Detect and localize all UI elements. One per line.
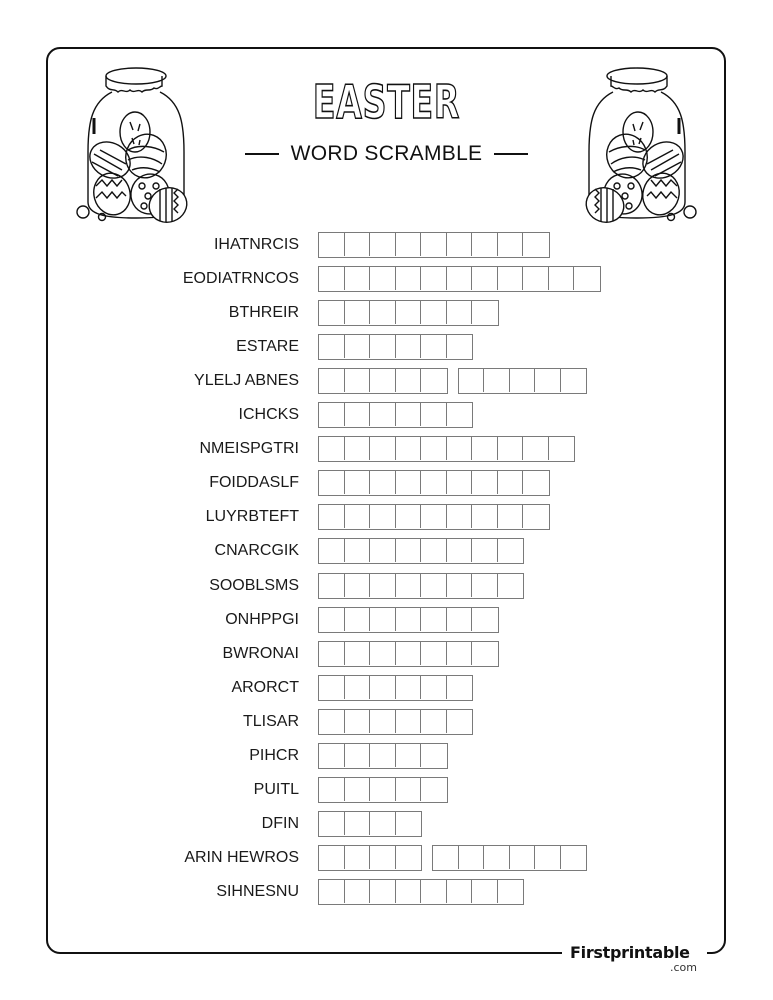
answer-boxes	[318, 777, 458, 803]
letter-box[interactable]	[396, 403, 422, 426]
letter-box[interactable]	[345, 437, 371, 460]
letter-box[interactable]	[523, 267, 549, 290]
letter-box[interactable]	[421, 608, 447, 631]
scrambled-word: ICHCKS	[238, 406, 299, 424]
letter-box[interactable]	[421, 505, 447, 528]
letter-box[interactable]	[370, 812, 396, 835]
scrambled-word: BTHREIR	[228, 304, 299, 322]
letter-box[interactable]	[523, 505, 549, 528]
letter-box[interactable]	[433, 846, 459, 869]
letter-box[interactable]	[447, 233, 473, 256]
letter-box[interactable]	[510, 369, 536, 392]
subtitle-dash-left	[245, 153, 279, 155]
letter-box[interactable]	[396, 471, 422, 494]
letter-box[interactable]	[370, 539, 396, 562]
brand-domain: .com	[670, 961, 697, 974]
letter-box[interactable]	[396, 301, 422, 324]
letter-box[interactable]	[421, 676, 447, 699]
letter-box[interactable]	[498, 539, 524, 562]
scramble-row	[0, 538, 773, 564]
letter-box[interactable]	[523, 471, 549, 494]
letter-box[interactable]	[421, 574, 447, 597]
scrambled-word: YLELJ ABNES	[194, 372, 299, 390]
scramble-row	[0, 334, 773, 360]
scrambled-word: SOOBLSMS	[209, 576, 299, 594]
letter-box[interactable]	[472, 608, 498, 631]
answer-word-group	[318, 777, 448, 803]
letter-box[interactable]	[447, 710, 473, 733]
answer-boxes	[318, 675, 483, 701]
scramble-row	[0, 504, 773, 530]
letter-box[interactable]	[447, 471, 473, 494]
letter-box[interactable]	[319, 403, 345, 426]
answer-boxes	[318, 743, 458, 769]
letter-box[interactable]	[498, 505, 524, 528]
scrambled-word: FOIDDASLF	[209, 474, 299, 492]
letter-box[interactable]	[396, 846, 422, 869]
letter-box[interactable]	[370, 676, 396, 699]
answer-boxes	[318, 334, 483, 360]
letter-box[interactable]	[421, 778, 447, 801]
answer-boxes	[318, 879, 534, 905]
letter-box[interactable]	[370, 335, 396, 358]
scrambled-word: ESTARE	[236, 338, 299, 356]
scramble-row	[0, 573, 773, 599]
letter-box[interactable]	[319, 335, 345, 358]
letter-box[interactable]	[319, 744, 345, 767]
subtitle-dash-right	[494, 153, 528, 155]
letter-box[interactable]	[421, 369, 447, 392]
letter-box[interactable]	[345, 403, 371, 426]
letter-box[interactable]	[319, 574, 345, 597]
letter-box[interactable]	[345, 505, 371, 528]
letter-box[interactable]	[421, 437, 447, 460]
letter-box[interactable]	[319, 880, 345, 903]
letter-box[interactable]	[345, 539, 371, 562]
scramble-row	[0, 845, 773, 871]
letter-box[interactable]	[498, 880, 524, 903]
letter-box[interactable]	[370, 880, 396, 903]
scramble-row	[0, 470, 773, 496]
letter-box[interactable]	[535, 846, 561, 869]
letter-box[interactable]	[370, 574, 396, 597]
letter-box[interactable]	[345, 301, 371, 324]
answer-boxes	[318, 538, 534, 564]
letter-box[interactable]	[447, 301, 473, 324]
scramble-row	[0, 777, 773, 803]
scrambled-word: NMEISPGTRI	[199, 440, 299, 458]
scrambled-word: IHATNRCIS	[213, 236, 299, 253]
scramble-row	[0, 879, 773, 905]
letter-box[interactable]	[370, 846, 396, 869]
letter-box[interactable]	[523, 233, 549, 256]
letter-box[interactable]	[319, 505, 345, 528]
letter-box[interactable]	[396, 369, 422, 392]
answer-word-group	[318, 334, 473, 360]
answer-boxes	[318, 266, 611, 292]
answer-word-group	[318, 266, 601, 292]
scrambled-word: ARORCT	[231, 678, 299, 696]
letter-box[interactable]	[319, 846, 345, 869]
letter-box[interactable]	[459, 846, 485, 869]
letter-box[interactable]	[319, 267, 345, 290]
letter-box[interactable]	[535, 369, 561, 392]
letter-box[interactable]	[396, 710, 422, 733]
answer-word-group	[318, 368, 448, 394]
letter-box[interactable]	[370, 403, 396, 426]
letter-box[interactable]	[396, 608, 422, 631]
scramble-row	[0, 436, 773, 462]
letter-box[interactable]	[345, 812, 371, 835]
brand-logo: Firstprintable	[570, 943, 690, 962]
answer-word-group	[318, 811, 422, 837]
letter-box[interactable]	[421, 880, 447, 903]
letter-box[interactable]	[396, 574, 422, 597]
scrambled-word: ARIN HEWROS	[184, 848, 299, 866]
letter-box[interactable]	[370, 642, 396, 665]
answer-word-group	[318, 607, 499, 633]
letter-box[interactable]	[421, 642, 447, 665]
letter-box[interactable]	[345, 710, 371, 733]
letter-box[interactable]	[447, 505, 473, 528]
letter-box[interactable]	[561, 369, 587, 392]
answer-boxes	[318, 368, 597, 394]
letter-box[interactable]	[472, 301, 498, 324]
letter-box[interactable]	[319, 437, 345, 460]
answer-boxes	[318, 402, 483, 428]
scramble-row	[0, 709, 773, 735]
letter-box[interactable]	[319, 301, 345, 324]
answer-word-group	[318, 641, 499, 667]
letter-box[interactable]	[484, 369, 510, 392]
letter-box[interactable]	[370, 369, 396, 392]
letter-box[interactable]	[370, 505, 396, 528]
letter-box[interactable]	[345, 608, 371, 631]
answer-boxes	[318, 470, 560, 496]
letter-box[interactable]	[447, 880, 473, 903]
letter-box[interactable]	[396, 335, 422, 358]
letter-box[interactable]	[472, 642, 498, 665]
scrambled-word: ONHPPGI	[225, 610, 299, 628]
letter-box[interactable]	[574, 267, 600, 290]
letter-box[interactable]	[319, 369, 345, 392]
scramble-row	[0, 402, 773, 428]
answer-word-group	[458, 368, 588, 394]
answer-boxes	[318, 811, 432, 837]
letter-box[interactable]	[319, 642, 345, 665]
answer-word-group	[318, 538, 524, 564]
letter-box[interactable]	[498, 574, 524, 597]
letter-box[interactable]	[396, 505, 422, 528]
scrambled-word: EODIATRNCOS	[182, 270, 299, 288]
letter-box[interactable]	[345, 880, 371, 903]
letter-box[interactable]	[421, 403, 447, 426]
letter-box[interactable]	[421, 710, 447, 733]
letter-box[interactable]	[345, 574, 371, 597]
letter-box[interactable]	[421, 335, 447, 358]
letter-box[interactable]	[447, 335, 473, 358]
letter-box[interactable]	[421, 471, 447, 494]
letter-box[interactable]	[345, 471, 371, 494]
letter-box[interactable]	[370, 301, 396, 324]
letter-box[interactable]	[319, 812, 345, 835]
scramble-row	[0, 300, 773, 326]
answer-word-group	[432, 845, 587, 871]
answer-word-group	[318, 743, 448, 769]
letter-box[interactable]	[370, 608, 396, 631]
letter-box[interactable]	[472, 505, 498, 528]
letter-box[interactable]	[345, 335, 371, 358]
letter-box[interactable]	[370, 471, 396, 494]
letter-box[interactable]	[319, 539, 345, 562]
answer-word-group	[318, 845, 422, 871]
scrambled-word: CNARCGIK	[214, 542, 299, 560]
letter-box[interactable]	[484, 846, 510, 869]
scrambled-word: LUYRBTEFT	[205, 508, 299, 526]
letter-box[interactable]	[447, 539, 473, 562]
letter-box[interactable]	[447, 403, 473, 426]
answer-word-group	[318, 573, 524, 599]
letter-box[interactable]	[498, 267, 524, 290]
answer-boxes	[318, 573, 534, 599]
scramble-row	[0, 641, 773, 667]
letter-box[interactable]	[319, 778, 345, 801]
letter-box[interactable]	[549, 267, 575, 290]
letter-box[interactable]	[421, 301, 447, 324]
letter-box[interactable]	[498, 471, 524, 494]
answer-word-group	[318, 436, 575, 462]
letter-box[interactable]	[421, 233, 447, 256]
letter-box[interactable]	[345, 233, 371, 256]
letter-box[interactable]	[472, 574, 498, 597]
answer-boxes	[318, 845, 597, 871]
scramble-row	[0, 266, 773, 292]
letter-box[interactable]	[447, 676, 473, 699]
letter-box[interactable]	[345, 676, 371, 699]
answer-word-group	[318, 470, 550, 496]
letter-box[interactable]	[447, 574, 473, 597]
letter-box[interactable]	[370, 744, 396, 767]
answer-boxes	[318, 436, 585, 462]
letter-box[interactable]	[319, 710, 345, 733]
letter-box[interactable]	[472, 539, 498, 562]
answer-boxes	[318, 709, 483, 735]
letter-box[interactable]	[472, 267, 498, 290]
letter-box[interactable]	[370, 233, 396, 256]
letter-box[interactable]	[472, 437, 498, 460]
letter-box[interactable]	[421, 744, 447, 767]
answer-word-group	[318, 709, 473, 735]
scrambled-word: PUITL	[253, 780, 299, 798]
answer-word-group	[318, 504, 550, 530]
letter-box[interactable]	[345, 267, 371, 290]
letter-box[interactable]	[319, 608, 345, 631]
scramble-row	[0, 743, 773, 769]
letter-box[interactable]	[345, 778, 371, 801]
letter-box[interactable]	[396, 812, 422, 835]
letter-box[interactable]	[370, 437, 396, 460]
letter-box[interactable]	[345, 846, 371, 869]
letter-box[interactable]	[345, 744, 371, 767]
answer-word-group	[318, 402, 473, 428]
answer-boxes	[318, 504, 560, 530]
letter-box[interactable]	[498, 437, 524, 460]
letter-box[interactable]	[472, 880, 498, 903]
scramble-row	[0, 675, 773, 701]
scramble-row	[0, 811, 773, 837]
letter-box[interactable]	[421, 267, 447, 290]
letter-box[interactable]	[472, 233, 498, 256]
letter-box[interactable]	[498, 233, 524, 256]
letter-box[interactable]	[319, 233, 345, 256]
letter-box[interactable]	[370, 267, 396, 290]
letter-box[interactable]	[561, 846, 587, 869]
answer-boxes	[318, 300, 509, 326]
letter-box[interactable]	[319, 676, 345, 699]
letter-box[interactable]	[345, 369, 371, 392]
scramble-row	[0, 607, 773, 633]
scrambled-word: TLISAR	[242, 712, 299, 730]
letter-box[interactable]	[459, 369, 485, 392]
answer-boxes	[318, 232, 560, 258]
letter-box[interactable]	[396, 778, 422, 801]
scrambled-word: SIHNESNU	[216, 882, 299, 900]
letter-box[interactable]	[396, 642, 422, 665]
letter-box[interactable]	[421, 539, 447, 562]
letter-box[interactable]	[396, 744, 422, 767]
letter-box[interactable]	[447, 267, 473, 290]
scramble-row	[0, 368, 773, 394]
page-title: EASTER	[312, 75, 461, 129]
answer-word-group	[318, 675, 473, 701]
answer-boxes	[318, 641, 509, 667]
scrambled-word: BWRONAI	[222, 644, 299, 662]
letter-box[interactable]	[396, 267, 422, 290]
letter-box[interactable]	[396, 676, 422, 699]
letter-box[interactable]	[447, 642, 473, 665]
scramble-row	[0, 232, 773, 258]
letter-box[interactable]	[370, 778, 396, 801]
letter-box[interactable]	[447, 608, 473, 631]
answer-word-group	[318, 879, 524, 905]
letter-box[interactable]	[396, 539, 422, 562]
letter-box[interactable]	[370, 710, 396, 733]
subtitle-block	[0, 141, 773, 167]
letter-box[interactable]	[345, 642, 371, 665]
answer-word-group	[318, 300, 499, 326]
letter-box[interactable]	[396, 233, 422, 256]
letter-box[interactable]	[510, 846, 536, 869]
letter-box[interactable]	[447, 437, 473, 460]
answer-word-group	[318, 232, 550, 258]
letter-box[interactable]	[523, 437, 549, 460]
letter-box[interactable]	[396, 437, 422, 460]
scrambled-word: PIHCR	[249, 746, 299, 764]
page-subtitle: WORD SCRAMBLE	[290, 142, 483, 165]
letter-box[interactable]	[396, 880, 422, 903]
letter-box[interactable]	[472, 471, 498, 494]
answer-boxes	[318, 607, 509, 633]
letter-box[interactable]	[319, 471, 345, 494]
letter-box[interactable]	[549, 437, 575, 460]
scrambled-word: DFIN	[261, 814, 299, 832]
